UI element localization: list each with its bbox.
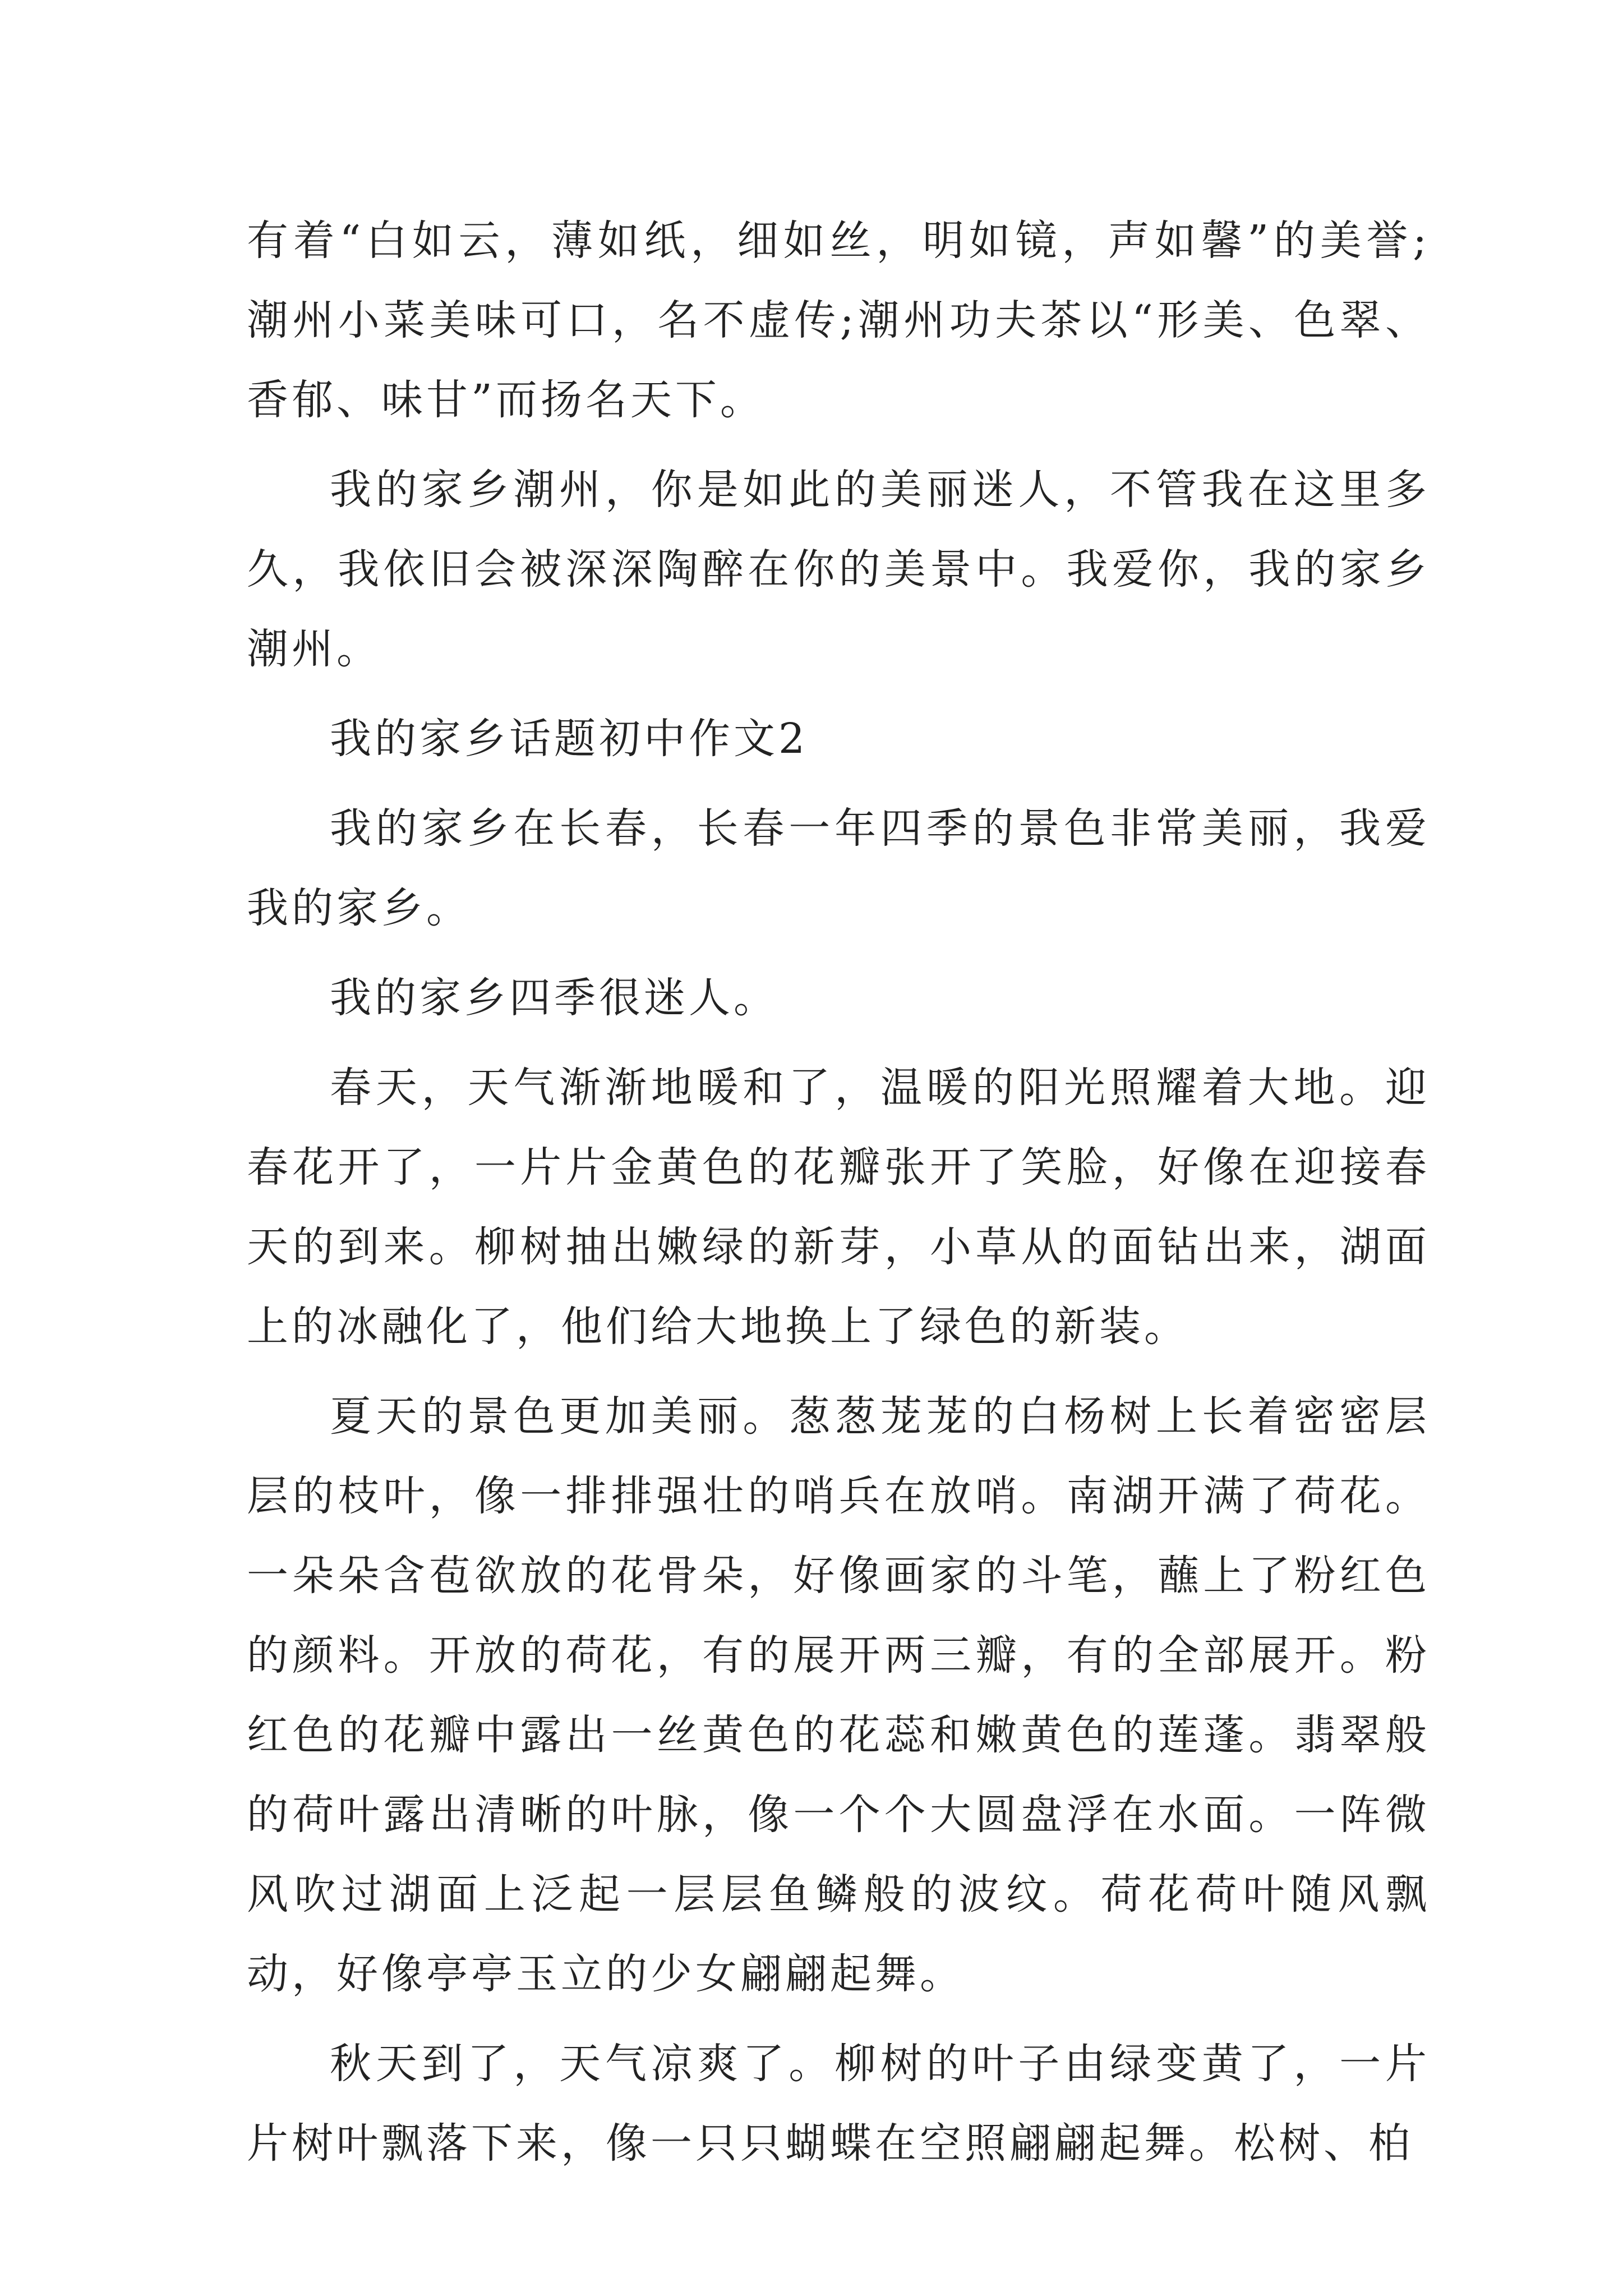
paragraph: 我的家乡四季很迷人。 xyxy=(330,974,778,1022)
paragraph: 秋天到了，天气凉爽了。柳树的叶子由绿变黄了，一片片树叶飘落下来，像一只只蝴蝶在空照翩翩起舞。松树、柏 xyxy=(247,2040,1430,2168)
paragraph: 我的家乡潮州，你是如此的美丽迷人，不管我在这里多久，我依旧会被深深陶醉在你的美景中。我爱你，我的家乡潮州。 xyxy=(247,466,1430,673)
essay-title: 我的家乡话题初中作文2 xyxy=(330,715,809,763)
paragraph: 春天，天气渐渐地暖和了，温暖的阳光照耀着大地。迎春花开了，一片片金黄色的花瓣张开了笑脸，好像在迎接春天的到来。柳树抽出嫩绿的新芽，小草从的面钻出来，湖面上的冰融化了，他们给大地换上了绿色的新装。 xyxy=(247,1064,1430,1351)
paragraph: 夏天的景色更加美丽。葱葱茏茏的白杨树上长着密密层层的枝叶，像一排排强壮的哨兵在放哨。南湖开满了荷花。一朵朵含苞欲放的花骨朵，好像画家的斗笔，蘸上了粉红色的颜料。开放的荷花，有的展开两三瓣，有的全部展开。粉红色的花瓣中露出一丝黄色的花蕊和嫩黄色的莲蓬。翡翠般的荷叶露出清晰的叶脉，像一个个大圆盘浮在水面。一阵微风吹过湖面上泛起一层层鱼鳞般的波纹。荷花荷叶随风飘动，好像亭亭玉立的少女翩翩起舞。 xyxy=(247,1392,1430,1998)
paragraph-continuation: 有着“白如云，薄如纸，细如丝，明如镜，声如馨”的美誉;潮州小菜美味可口，名不虚传;潮州功夫茶以“形美、色翠、香郁、味甘”而扬名天下。 xyxy=(247,217,1430,424)
paragraph: 我的家乡在长春，长春一年四季的景色非常美丽，我爱我的家乡。 xyxy=(247,804,1430,932)
document-body xyxy=(247,201,1430,2193)
